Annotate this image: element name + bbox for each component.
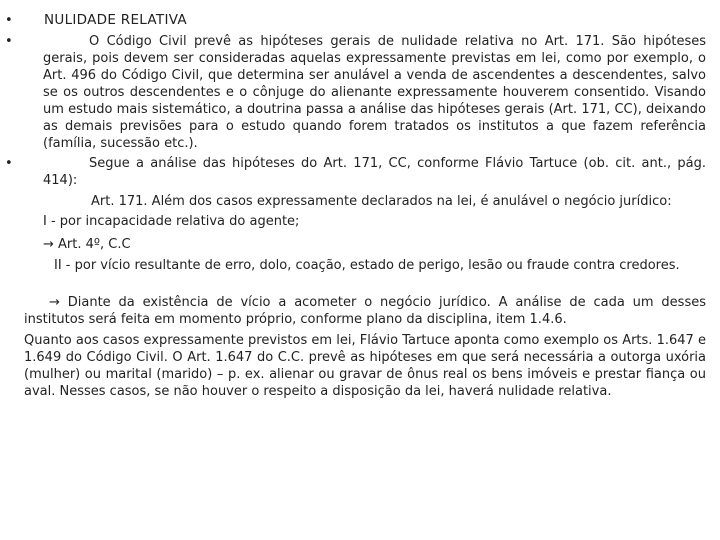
paragraph-analise-tartuce: Segue a análise das hipóteses do Art. 171, CC, conforme Flávio Tartuce (ob. cit. ant., pág. 414): [43, 156, 706, 188]
bullet-para1: • [5, 34, 13, 49]
section-title: NULIDADE RELATIVA [44, 12, 187, 28]
bullet-title: • [5, 13, 13, 28]
article-171-text: Art. 171. Além dos casos expressamente declarados na lei, é anulável o negócio jurídico: [91, 194, 672, 209]
item-vicio: II - por vício resultante de erro, dolo, coação, estado de perigo, lesão ou fraude contra credores. [54, 258, 680, 273]
note-vicio-negocio-juridico: → Diante da existência de vício a acometer o negócio jurídico. A análise de cada um desses institutos será feita em momento próprio, conforme plano da disciplina, item 1.4.6. [24, 295, 706, 327]
item-incapacidade-reference: → Art. 4º, C.C [43, 237, 131, 252]
paragraph-hipoteses-gerais: O Código Civil prevê as hipóteses gerais de nulidade relativa no Art. 171. São hipóteses gerais, pois devem ser consideradas aquelas expressamente previstas em lei, como por exemplo, o Art. 496 do Código Civil, que determina ser anulável a venda de ascendentes a descendentes, salvo se os outros descendentes e o cônjuge do alienante expressamente houverem consentido. Visando um estudo mais sistemático, a doutrina passa a análise das hipóteses gerais (Art. 171, CC), deixando as demais previsões para o estudo quando forem tratados os institutos a que fazem referência (família, sucessão etc.). [43, 34, 706, 151]
bullet-para2: • [5, 156, 13, 171]
item-incapacidade: I - por incapacidade relativa do agente; [43, 214, 300, 229]
paragraph-casos-previstos: Quanto aos casos expressamente previstos em lei, Flávio Tartuce aponta como exemplo os Arts. 1.647 e 1.649 do Código Civil. O Art. 1.647 do C.C. prevê as hipóteses em que será necessária a outorga uxória (mulher) ou marital (marido) – p. ex. alienar ou gravar de ônus real os bens imóveis e prestar fiança ou aval. Nesses casos, se não houver o respeito a disposição da lei, haverá nulidade relativa. [24, 333, 706, 399]
